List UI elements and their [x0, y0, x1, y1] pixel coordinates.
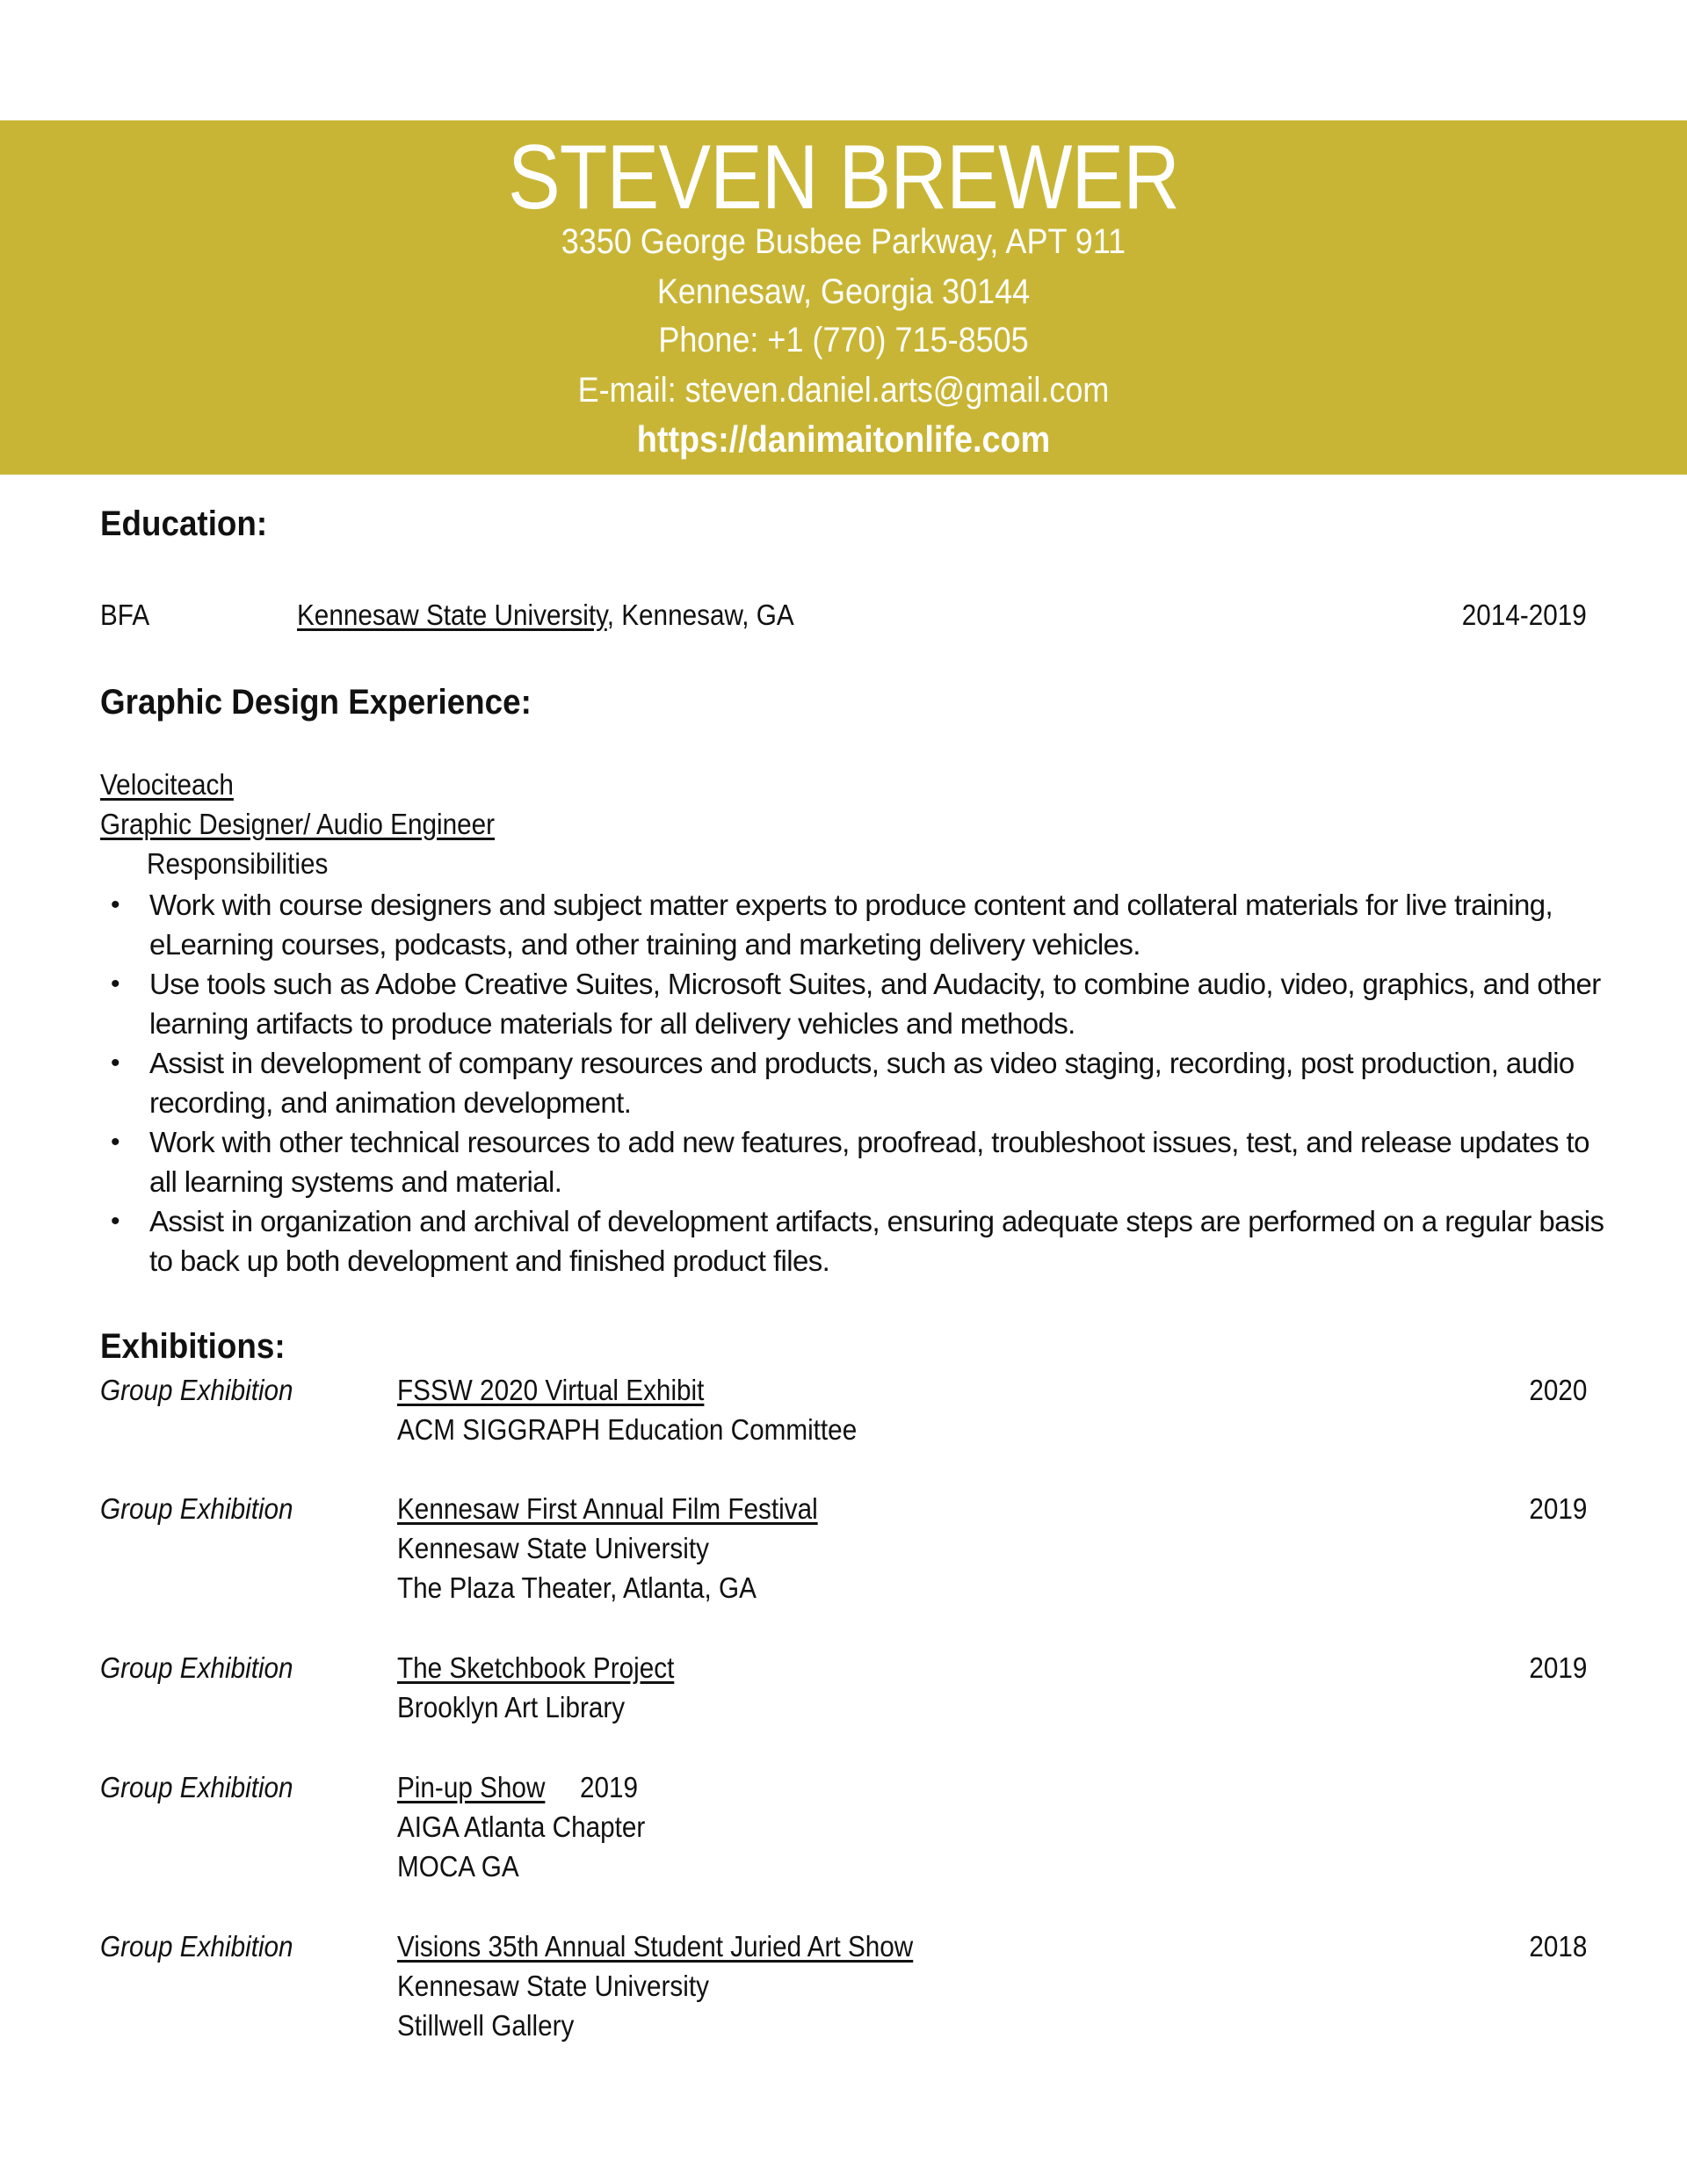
responsibility-text: Work with course designers and subject matter experts to produce content and collateral materials for live training, eLearning courses, podcasts, and other training and marketing delivery vehicles. — [149, 889, 1553, 961]
exhibition-name-link[interactable]: The Sketchbook Project — [397, 1651, 675, 1684]
exhibition-year: 2019 — [1528, 1651, 1587, 1684]
exhibition-name-line — [397, 1770, 638, 1805]
bullet-icon: • — [111, 1128, 119, 1157]
applicant-name: STEVEN BREWER — [507, 127, 1180, 229]
list-item — [100, 1201, 1611, 1281]
header-banner — [0, 120, 1687, 475]
exhibition-year: 2018 — [1528, 1930, 1587, 1963]
bullet-icon: • — [111, 1207, 119, 1236]
email-address: E-mail: steven.daniel.arts@gmail.com — [577, 371, 1110, 410]
responsibility-text: Work with other technical resources to add new features, proofread, troubleshoot issues, test, and release updates to all learning systems and material. — [149, 1126, 1589, 1198]
exhibition-type: Group Exhibition — [100, 1771, 293, 1803]
education-school-line — [297, 598, 794, 633]
exhibition-detail: Brooklyn Art Library — [397, 1691, 626, 1723]
education-location: , Kennesaw, GA — [606, 599, 794, 631]
list-item — [100, 1122, 1611, 1201]
exhibition-year: 2020 — [1528, 1374, 1587, 1406]
experience-heading: Graphic Design Experience: — [100, 683, 532, 722]
address-line-1: 3350 George Busbee Parkway, APT 911 — [561, 222, 1126, 261]
website-link[interactable]: https://danimaitonlife.com — [636, 418, 1051, 460]
education-school-link[interactable]: Kennesaw State University — [297, 599, 607, 631]
exhibition-year: 2019 — [1528, 1492, 1587, 1525]
exhibition-detail: AIGA Atlanta Chapter — [397, 1810, 646, 1843]
exhibition-detail: Stillwell Gallery — [397, 2009, 575, 2042]
list-item — [100, 1043, 1611, 1122]
bullet-icon: • — [111, 890, 119, 919]
exhibition-name-link[interactable]: Pin-up Show — [397, 1771, 546, 1803]
responsibility-text: Assist in development of company resources and products, such as video staging, recording, post production, audio recording, and animation development. — [149, 1047, 1575, 1119]
exhibition-type: Group Exhibition — [100, 1492, 293, 1525]
education-years: 2014-2019 — [1461, 599, 1587, 631]
exhibition-name-link[interactable]: FSSW 2020 Virtual Exhibit — [397, 1374, 705, 1406]
list-item — [100, 964, 1611, 1043]
bullet-icon: • — [111, 1048, 119, 1077]
exhibitions-heading: Exhibitions: — [100, 1327, 286, 1366]
exhibition-detail: MOCA GA — [397, 1850, 519, 1883]
exhibition-type: Group Exhibition — [100, 1651, 293, 1684]
company-link[interactable]: Velociteach — [100, 768, 234, 801]
education-heading: Education: — [100, 504, 268, 543]
exhibition-name-link[interactable]: Visions 35th Annual Student Juried Art Show — [397, 1930, 914, 1963]
exhibition-inline-year: 2019 — [579, 1771, 639, 1803]
responsibilities-list — [100, 885, 1611, 1281]
bullet-icon: • — [111, 969, 119, 998]
exhibition-detail: ACM SIGGRAPH Education Committee — [397, 1413, 858, 1446]
exhibition-name-link[interactable]: Kennesaw First Annual Film Festival — [397, 1492, 818, 1525]
education-degree: BFA — [100, 599, 150, 631]
address-line-2: Kennesaw, Georgia 30144 — [656, 272, 1031, 311]
list-item — [100, 885, 1611, 964]
responsibility-text: Use tools such as Adobe Creative Suites, Microsoft Suites, and Audacity, to combine audio, video, graphics, and other learning artifacts to produce materials for all delivery vehicles and methods. — [149, 968, 1601, 1040]
responsibilities-label: Responsibilities — [147, 847, 329, 880]
job-title-link[interactable]: Graphic Designer/ Audio Engineer — [100, 808, 496, 840]
exhibition-type: Group Exhibition — [100, 1374, 293, 1406]
exhibition-detail: Kennesaw State University — [397, 1970, 709, 2002]
exhibition-detail: Kennesaw State University — [397, 1532, 709, 1564]
exhibition-type: Group Exhibition — [100, 1930, 293, 1963]
exhibition-detail: The Plaza Theater, Atlanta, GA — [397, 1571, 757, 1604]
responsibility-text: Assist in organization and archival of development artifacts, ensuring adequate steps are performed on a regular basis to back up both development and finished product files. — [149, 1205, 1604, 1277]
phone-number: Phone: +1 (770) 715-8505 — [658, 321, 1029, 359]
